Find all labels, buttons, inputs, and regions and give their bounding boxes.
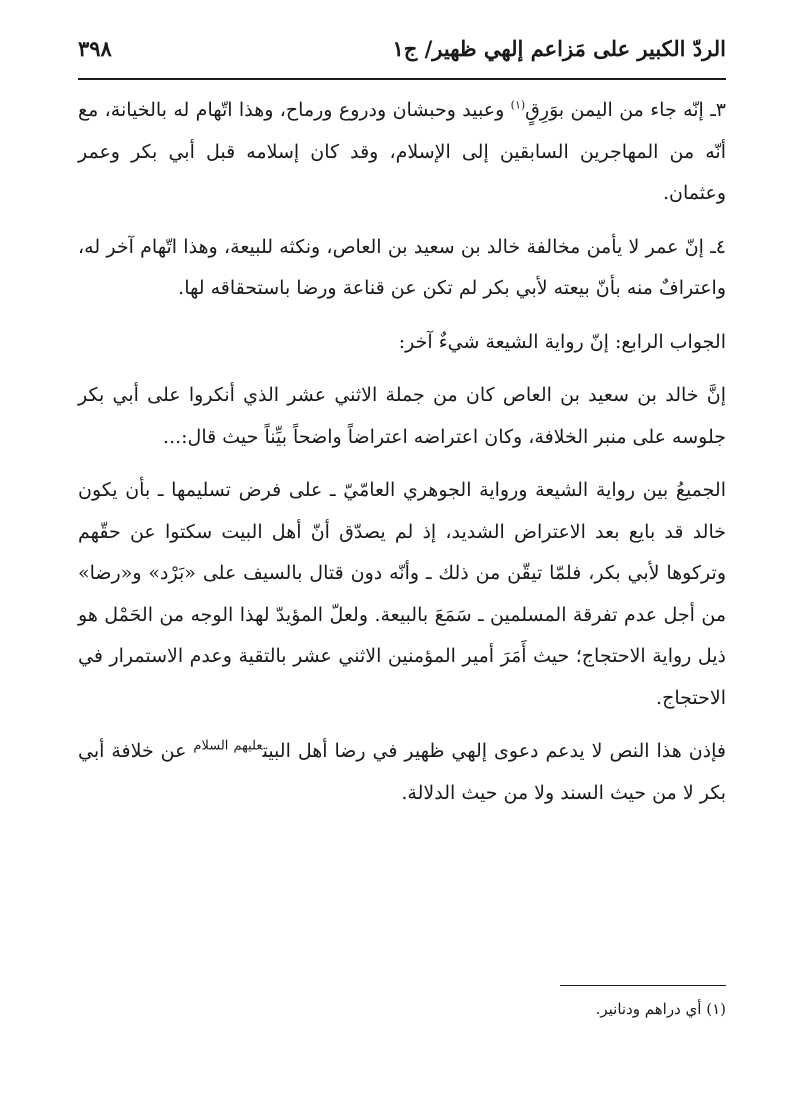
header-divider xyxy=(78,78,726,80)
footnote: (١) أي دراهم ودنانير. xyxy=(595,1000,726,1018)
paragraph-text: ٣ـ إنّه جاء من اليمن بوَرِقٍ xyxy=(525,99,726,121)
paragraph-point-4: ٤ـ إنّ عمر لا يأمن مخالفة خالد بن سعيد بن العاص، ونكثه للبيعة، وهذا اتّهام آخر له، واعترافٌ منه بأنّ بيعته لأبي بكر لم تكن عن قناعة ورضا باستحقاقه لها. xyxy=(78,235,726,299)
paragraph-text: وعبيد وحبشان ودروع ورماح، وهذا اتّهام له بالخيانة، مع أنّه من المهاجرين السابقين إلى الإسلام، وقد كان إسلامه قبل أبي بكر وعمر وعثمان. xyxy=(78,99,726,204)
honorific-symbol: عليهم السلام xyxy=(193,738,263,754)
paragraph-conclusion xyxy=(78,731,726,814)
paragraph-point-3 xyxy=(78,90,726,215)
footnote-marker[interactable]: (١) xyxy=(510,98,526,112)
paragraph-khalid-objection: إنَّ خالد بن سعيد بن العاص كان من جملة الاثني عشر الذي أنكروا على أبي بكر جلوسه على منبر الخلافة، وكان اعتراضه اعتراضاً واضحاً بيِّناً حيث قال:... xyxy=(78,384,726,448)
page-number: ٣٩٨ xyxy=(78,35,112,61)
main-text xyxy=(78,90,726,826)
paragraph-fourth-answer-heading: الجواب الرابع: إنّ رواية الشيعة شيءٌ آخر: xyxy=(398,330,726,353)
running-title: الردّ الكبير على مَزاعم إلهي ظهير/ ج١ xyxy=(392,35,726,61)
paragraph-reconciliation: الجميعُ بين رواية الشيعة ورواية الجوهري العامّيّ ـ على فرض تسليمها ـ بأن يكون خالد قد بايع بعد الاعتراض الشديد، إذ لم يصدّق أنّ أهل البيت سكتوا عن حقّهم وتركوها لأبي بكر، فلمّا تيقّن من ذلك ـ وأنّه دون قتال بالسيف على «بَرْد» و«رضا» من أجل عدم تفرقة المسلمين ـ سَمَعَ بالبيعة. ولعلّ المؤيدّ لهذا الوجه من الحَمْل هو ذيل رواية الاحتجاج؛ حيث أَمَرَ أمير المؤمنين الاثني عشر بالتقية وعدم الاستمرار في الاحتجاج. xyxy=(78,479,726,709)
paragraph-text: عن خلافة أبي بكر لا من حيث السند ولا من حيث الدلالة. xyxy=(78,740,726,804)
footnote-divider xyxy=(560,985,726,986)
paragraph-text: فإذن هذا النص لا يدعم دعوى إلهي ظهير في رضا أهل البيت xyxy=(262,740,726,762)
page-header xyxy=(78,20,726,76)
